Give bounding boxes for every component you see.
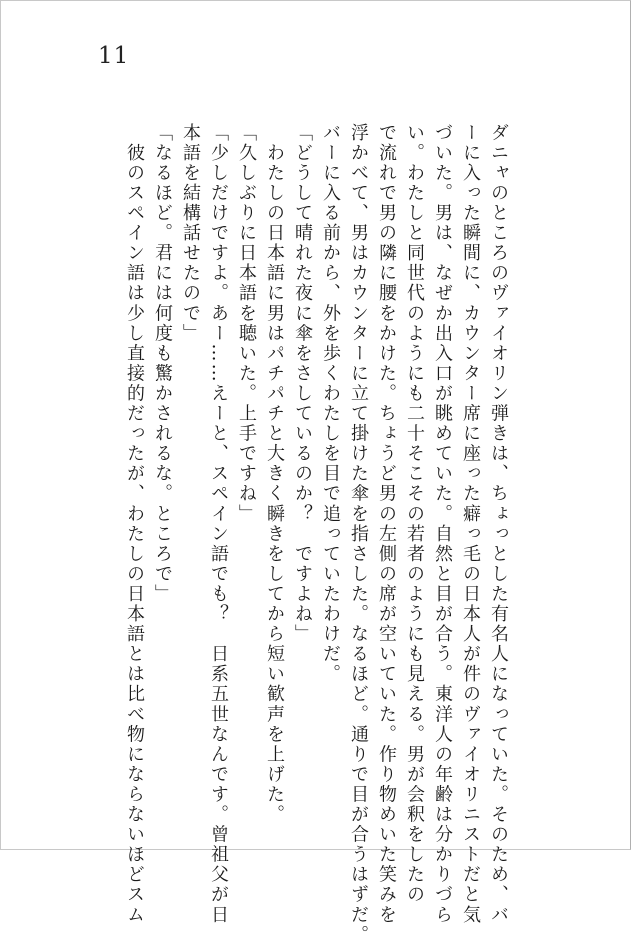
text-line: 彼のスペイン語は少し直接的だったが、わたしの日本語とは比べ物にならないほどスム	[124, 123, 145, 925]
dialogue-line: 「少しだけですよ。あー……えーと、スペイン語でも？ 日系五世なんです。曾祖父が日	[208, 123, 229, 925]
text-line: 本語を結構話せたので」	[180, 123, 201, 344]
text-line: ーに入った瞬間に、カウンター席に座った癖っ毛の日本人が件のヴァイオリニストだと気	[460, 123, 481, 925]
text-line: 浮かべて、男はカウンターに立て掛けた傘を指さした。なるほど。通りで目が合うはずだ。	[348, 123, 369, 945]
text-line: わたしの日本語に男はパチパチと大きく瞬きをしてから短い歓声を上げた。	[264, 123, 285, 825]
dialogue-line: 「どうして晴れた夜に傘をさしているのか？ ですよね」	[292, 123, 313, 645]
body-text	[120, 123, 512, 945]
text-line: づいた。男は、なぜか出入口が眺めていた。自然と目が合う。東洋人の年齢は分かりづら	[432, 123, 453, 925]
text-line: い。わたしと同世代のようにも二十そこその若者のようにも見える。男が会釈をしたの	[404, 123, 425, 905]
text-line: ダニャのところのヴァイオリン弾きは、ちょっとした有名人になっていた。そのため、バ	[488, 123, 509, 925]
text-line: バーに入る前から、外を歩くわたしを目で追っていたわけだ。	[320, 123, 341, 685]
dialogue-line: 「なるほど。君には何度も驚かされるな。ところで」	[152, 123, 173, 605]
text-line: で流れで男の隣に腰をかけた。ちょうど男の左側の席が空いていた。作り物めいた笑みを	[376, 123, 397, 925]
page-number: 11	[98, 43, 130, 69]
dialogue-line: 「久しぶりに日本語を聴いた。上手ですね」	[236, 123, 257, 524]
